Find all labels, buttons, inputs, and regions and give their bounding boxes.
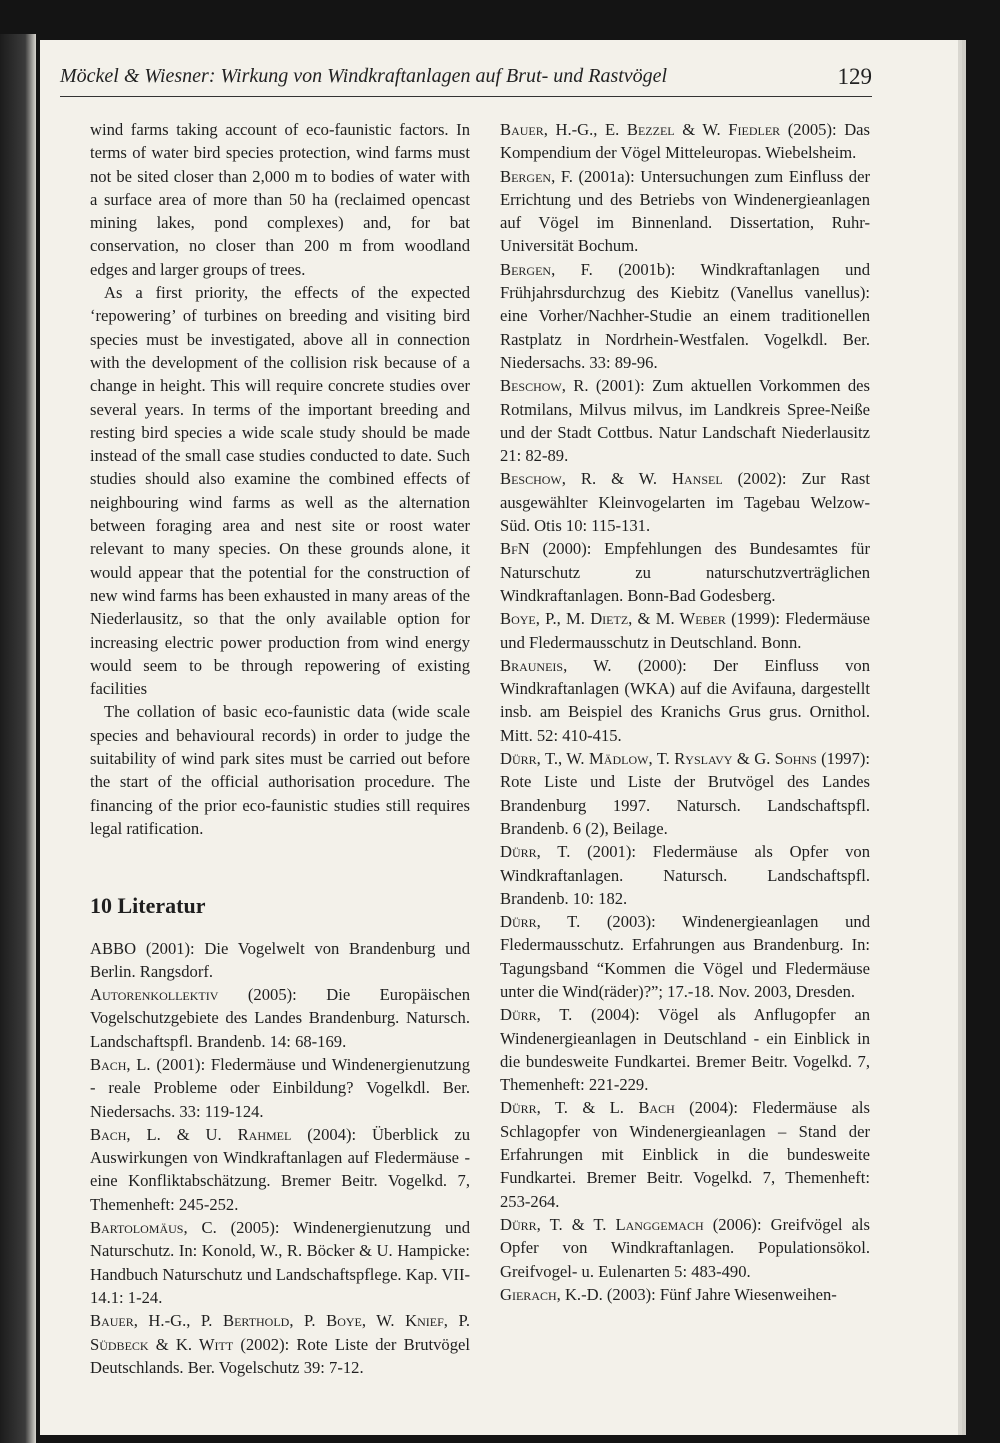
left-column <box>90 118 470 1379</box>
reference-entry <box>90 1123 470 1216</box>
reference-entry <box>500 910 870 1003</box>
reference-text: (2001b): Windkraftanlagen und Frühjahrsdurchzug des Kiebitz (Vanellus vanellus): eine Vorher/Nachher-Studie an einem traditionellen Rastplatz in Nordrhein-Westfalen. Vogelkdl. Ber. Niedersachs. 33: 89-96. <box>500 259 870 372</box>
reference-entry <box>500 467 870 537</box>
reference-entry <box>500 374 870 467</box>
running-title: Möckel & Wiesner: Wirkung von Windkraftanlagen auf Brut- und Rastvögel <box>60 65 668 87</box>
reference-entry <box>500 654 870 747</box>
reference-text: (2005): Die Europäischen Vogelschutzgebiete des Landes Brandenburg. Natursch. Landschaftspfl. Brandenb. 14: 68-169. <box>90 985 470 1051</box>
reference-text: (1997): Rote Liste und Liste der Brutvögel des Landes Brandenburg 1997. Natursch. Landschaftspfl. Brandenb. 6 (2), Beilage. <box>500 749 870 838</box>
reference-entry <box>500 118 870 165</box>
reference-text: (2000): Empfehlungen des Bundesamtes für Naturschutz zu naturschutzverträglichen Windkraftanlagen. Bonn-Bad Godesberg. <box>500 539 870 605</box>
reference-text: (2006): Greifvögel als Opfer von Windkraftanlagen. Populationsökol. Greifvogel- u. Eulenarten 5: 483-490. <box>500 1214 871 1281</box>
section-heading: 10 Literatur <box>90 893 206 919</box>
running-header <box>60 48 872 97</box>
reference-text: (1999): Fledermäuse und Fledermausschutz in Deutschland. Bonn. <box>500 609 870 652</box>
reference-entry <box>500 840 870 910</box>
reference-entry <box>90 1216 470 1309</box>
right-column <box>500 118 870 1306</box>
reference-authors: Gierach, K.-D. <box>500 1284 603 1304</box>
reference-authors: Bauer, H.-G., E. Bezzel & W. Fiedler <box>500 120 781 139</box>
reference-text: (2001a): Untersuchungen zum Einfluss der Errichtung und des Betriebs von Windenergieanlagen auf Vögel im Binnenland. Dissertation, Ruhr-Universität Bochum. <box>500 166 870 256</box>
reference-entry <box>90 1053 470 1123</box>
reference-text: (2000): Der Einfluss von Windkraftanlagen (WKA) auf die Avifauna, dargestellt insb. am Beispiel des Kranichs Grus grus. Ornithol. Mitt. 52: 410-415. <box>500 655 870 745</box>
reference-authors: Dürr, T. <box>500 842 571 862</box>
reference-authors: Dürr, T. <box>500 1005 573 1025</box>
reference-authors: Bach, L. <box>90 1054 151 1074</box>
reference-authors: Bach, L. & U. Rahmel <box>90 1124 292 1144</box>
reference-text: (2001): Fledermäuse als Opfer von Windkraftanlagen. Natursch. Landschaftspfl. Brandenb. 10: 182. <box>500 842 870 908</box>
reference-entry <box>500 607 870 654</box>
reference-authors: ABBO <box>90 938 137 958</box>
reference-text: (2003): Windenergieanlagen und Fledermausschutz. Erfahrungen aus Brandenburg. In: Tagungsband “Kommen die Vögel und Fledermäuse unter die Wind(räder)?”; 17.-18. Nov. 2003, Dresden. <box>500 912 870 1001</box>
reference-entry <box>500 1003 870 1096</box>
reference-authors: BfN <box>500 539 530 559</box>
reference-authors: Bergen, F. <box>500 166 573 186</box>
reference-authors: Dürr, T. & T. Langgemach <box>500 1214 704 1234</box>
reference-authors: Bartolomäus, C. <box>90 1218 217 1238</box>
reference-text: (2005): Windenergienutzung und Naturschutz. In: Konold, W., R. Böcker & U. Hampicke: Handbuch Naturschutz und Landschaftspflege. Kap. VII-14.1: 1-24. <box>90 1218 470 1307</box>
reference-text: (2004): Fledermäuse als Schlagopfer von Windenergieanlagen – Stand der Erfahrungen mit Einblick in die bundesweite Fundkartei. Bremer Beitr. Vogelkd. 7, Themenheft: 253-264. <box>500 1098 871 1211</box>
body-paragraph: wind farms taking account of eco-faunistic factors. In terms of water bird species protection, wind farms must not be sited closer than 2,000 m to bodies of water with a surface area of more than 50 ha (reclaimed opencast mining lakes, pond complexes) and, for bat conservation, no closer than 200 m from woodland edges and larger groups of trees. <box>90 120 470 279</box>
reference-text: (2005): Das Kompendium der Vögel Mitteleuropas. Wiebelsheim. <box>500 120 870 163</box>
reference-entry <box>90 937 470 984</box>
reference-entry <box>500 1213 870 1283</box>
book-spine <box>0 34 36 1443</box>
reference-list-left <box>90 937 470 1380</box>
reference-entry <box>500 165 870 258</box>
reference-entry <box>500 1283 870 1306</box>
page-number: 129 <box>837 64 872 89</box>
reference-authors: Bergen, F. <box>500 259 593 279</box>
reference-entry <box>500 258 870 374</box>
body-paragraph: The collation of basic eco-faunistic data (wide scale species and behavioural records) in order to judge the suitability of wind park sites must be carried out before the start of the official authorisation procedure. The financing of the prior eco-faunistic studies still requires legal ratification. <box>90 702 470 838</box>
reference-authors: Boye, P., M. Dietz, & M. Weber <box>500 609 726 629</box>
reference-authors: Beschow, R. & W. Hansel <box>500 469 723 489</box>
reference-authors: Dürr, T. <box>500 912 581 932</box>
reference-text: (2001): Die Vogelwelt von Brandenburg und Berlin. Rangsdorf. <box>90 938 470 981</box>
reference-authors: Autorenkollektiv <box>90 985 219 1005</box>
reference-text: (2004): Vögel als Anflugopfer an Windenergieanlagen in Deutschland - ein Einblick in die bundesweite Fundkartei. Bremer Beitr. Vogelkd. 7, Themenheft: 221-229. <box>500 1005 870 1095</box>
reference-authors: Beschow, R. <box>500 376 589 396</box>
reference-authors: Dürr, T., W. Mädlow, T. Ryslavy & G. Sohns <box>500 749 817 769</box>
reference-text: (2001): Zum aktuellen Vorkommen des Rotmilans, Milvus milvus, im Landkreis Spree-Neiße und der Stadt Cottbus. Natur Landschaft Niederlausitz 21: 82-89. <box>500 376 871 466</box>
reference-list-right <box>500 118 870 1306</box>
reference-authors: Dürr, T. & L. Bach <box>500 1098 675 1118</box>
reference-text: (2002): Zur Rast ausgewählter Kleinvogelarten im Tagebau Welzow-Süd. Otis 10: 115-131. <box>500 469 870 536</box>
reference-entry <box>90 983 470 1053</box>
reference-entry <box>90 1309 470 1379</box>
reference-entry <box>500 537 870 607</box>
body-paragraph: As a first priority, the effects of the expected ‘repowering’ of turbines on breeding and visiting bird species must be investigated, above all in connection with the development of the collision risk because of a change in height. This will require concrete studies over several years. In terms of the important breeding and resting bird species a wide scale study should be made instead of the small case studies conducted to date. Such studies should also examine the combined effects of neighbouring wind farms as well as the alternation between foraging area and nest site or roost water relevant to many species. On these grounds alone, it would appear that the potential for the construction of new wind farms has been exhausted in many areas of the Niederlausitz, so that the only available option for increasing electric power production from wind energy would seem to be through repowering of existing facilities <box>90 283 470 699</box>
reference-text: (2002): Rote Liste der Brutvögel Deutschlands. Ber. Vogelschutz 39: 7-12. <box>90 1334 470 1377</box>
reference-text: (2001): Fledermäuse und Windenergienutzung - reale Probleme oder Einbildung? Vogelkdl. Ber. Niedersachs. 33: 119-124. <box>90 1054 470 1121</box>
reference-text: (2004): Überblick zu Auswirkungen von Windkraftanlagen auf Fledermäuse - eine Konfliktabschätzung. Bremer Beitr. Vogelkd. 7, Themenheft: 245-252. <box>90 1124 471 1214</box>
reference-entry <box>500 747 870 840</box>
reference-authors: Brauneis, W. <box>500 655 612 675</box>
reference-text: (2003): Fünf Jahre Wiesenweihen- <box>602 1284 837 1304</box>
reference-entry <box>500 1096 870 1212</box>
reference-authors: Bauer, H.-G., P. Berthold, P. Boye, W. Knief, P. Südbeck & K. Witt <box>90 1311 470 1354</box>
